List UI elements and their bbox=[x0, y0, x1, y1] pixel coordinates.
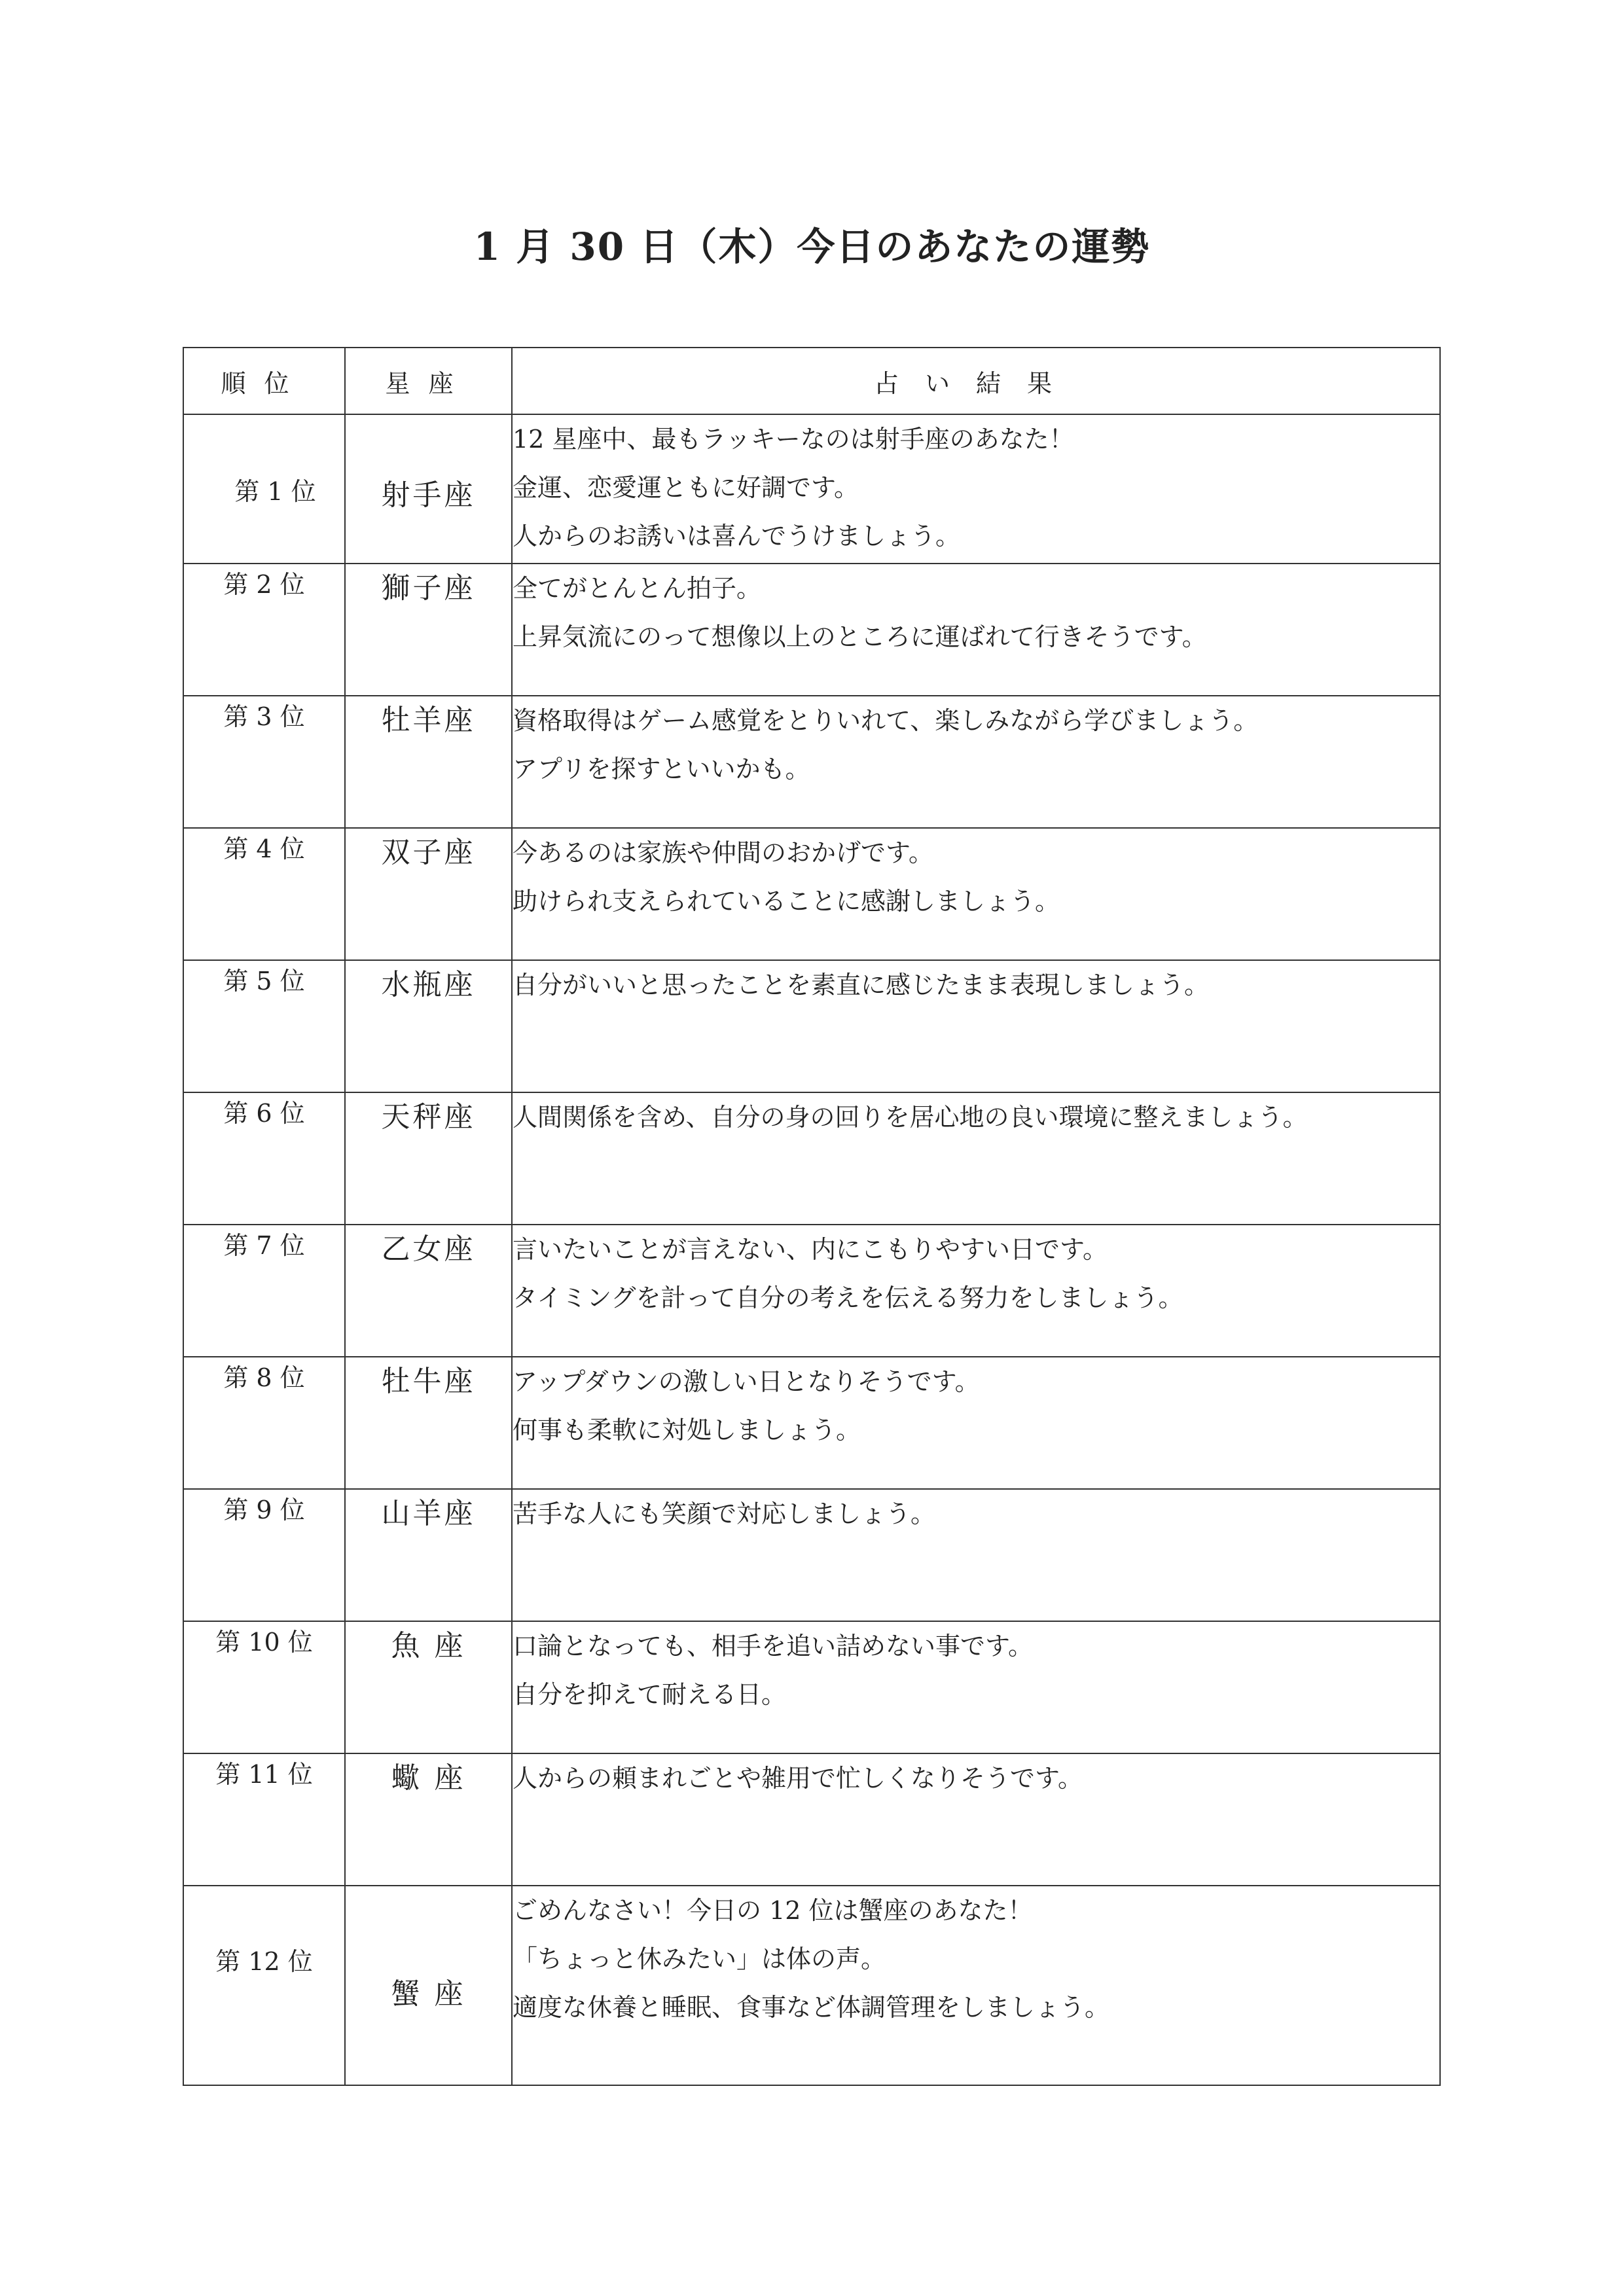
result-cell bbox=[512, 960, 1440, 1092]
rank-cell: 第 1 位 bbox=[183, 414, 345, 564]
table-row bbox=[183, 414, 1440, 564]
result-line: 自分を抑えて耐える日。 bbox=[513, 1680, 787, 1709]
result-line: 言いたいことが言えない、内にこもりやすい日です。 bbox=[513, 1235, 1108, 1264]
sign-cell: 双子座 bbox=[345, 828, 512, 960]
result-line: 助けられ支えられていることに感謝しましょう。 bbox=[513, 887, 1060, 916]
rank-cell: 第 6 位 bbox=[183, 1092, 345, 1225]
result-line: タイミングを計って自分の考えを伝える努力をしましょう。 bbox=[513, 1283, 1183, 1312]
sign-cell: 獅子座 bbox=[345, 564, 512, 696]
result-line: 口論となっても、相手を追い詰めない事です。 bbox=[513, 1632, 1033, 1660]
result-line: 適度な休養と睡眠、食事など体調管理をしましょう。 bbox=[513, 1993, 1110, 2022]
table-row bbox=[183, 696, 1440, 828]
rank-cell: 第 12 位 bbox=[183, 1886, 345, 2085]
result-line: 今あるのは家族や仲間のおかげです。 bbox=[513, 838, 933, 867]
rank-cell: 第 5 位 bbox=[183, 960, 345, 1092]
sign-cell: 天秤座 bbox=[345, 1092, 512, 1225]
result-cell bbox=[512, 696, 1440, 828]
result-line: アップダウンの激しい日となりそうです。 bbox=[513, 1367, 980, 1396]
result-cell bbox=[512, 1753, 1440, 1886]
result-line: 全てがとんとん拍子。 bbox=[513, 574, 762, 603]
rank-cell: 第 11 位 bbox=[183, 1753, 345, 1886]
result-cell bbox=[512, 1092, 1440, 1225]
table-row bbox=[183, 960, 1440, 1092]
table-row bbox=[183, 1886, 1440, 2085]
sign-cell: 牡牛座 bbox=[345, 1357, 512, 1489]
sign-cell: 山羊座 bbox=[345, 1489, 512, 1621]
table-row bbox=[183, 1225, 1440, 1357]
table-row bbox=[183, 1092, 1440, 1225]
table-row bbox=[183, 828, 1440, 960]
result-cell bbox=[512, 1886, 1440, 2085]
result-cell bbox=[512, 414, 1440, 564]
result-line: 金運、恋愛運ともに好調です。 bbox=[513, 473, 859, 502]
rank-cell: 第 3 位 bbox=[183, 696, 345, 828]
result-cell bbox=[512, 1357, 1440, 1489]
result-line: 人からの頼まれごとや雑用で忙しくなりそうです。 bbox=[513, 1764, 1083, 1793]
result-cell bbox=[512, 1225, 1440, 1357]
result-line: ごめんなさい！今日の 12 位は蟹座のあなた！ bbox=[513, 1896, 1033, 1925]
rank-cell: 第 4 位 bbox=[183, 828, 345, 960]
result-line: 資格取得はゲーム感覚をとりいれて、楽しみながら学びましょう。 bbox=[513, 706, 1259, 735]
rank-cell: 第 9 位 bbox=[183, 1489, 345, 1621]
table-row bbox=[183, 564, 1440, 696]
result-line: 人からのお誘いは喜んでうけましょう。 bbox=[513, 522, 961, 550]
sign-cell: 射手座 bbox=[345, 414, 512, 564]
header-result: 占い結果 bbox=[512, 348, 1440, 414]
table-row bbox=[183, 1357, 1440, 1489]
result-line: 自分がいいと思ったことを素直に感じたまま表現しましょう。 bbox=[513, 971, 1210, 999]
result-line: 何事も柔軟に対処しましょう。 bbox=[513, 1416, 861, 1444]
result-cell bbox=[512, 564, 1440, 696]
sign-cell: 蠍 座 bbox=[345, 1753, 512, 1886]
result-line: 人間関係を含め、自分の身の回りを居心地の良い環境に整えましょう。 bbox=[513, 1103, 1308, 1132]
table-header-row bbox=[183, 348, 1440, 414]
result-line: 上昇気流にのって想像以上のところに運ばれて行きそうです。 bbox=[513, 622, 1207, 651]
sign-cell: 水瓶座 bbox=[345, 960, 512, 1092]
rank-cell: 第 10 位 bbox=[183, 1621, 345, 1753]
result-line: 苦手な人にも笑顔で対応しましょう。 bbox=[513, 1499, 936, 1528]
result-cell bbox=[512, 828, 1440, 960]
header-rank: 順位 bbox=[183, 348, 345, 414]
result-cell bbox=[512, 1621, 1440, 1753]
table-row bbox=[183, 1753, 1440, 1886]
sign-cell: 乙女座 bbox=[345, 1225, 512, 1357]
table-row bbox=[183, 1621, 1440, 1753]
fortune-table bbox=[183, 347, 1441, 2086]
header-sign: 星座 bbox=[345, 348, 512, 414]
result-cell bbox=[512, 1489, 1440, 1621]
rank-cell: 第 2 位 bbox=[183, 564, 345, 696]
sign-cell: 蟹 座 bbox=[345, 1886, 512, 2085]
rank-cell: 第 8 位 bbox=[183, 1357, 345, 1489]
sign-cell: 牡羊座 bbox=[345, 696, 512, 828]
result-line: 12 星座中、最もラッキーなのは射手座のあなた！ bbox=[513, 425, 1074, 454]
sign-cell: 魚 座 bbox=[345, 1621, 512, 1753]
page-title: 1 月 30 日（木）今日のあなたの運勢 bbox=[473, 224, 1151, 269]
result-line: 「ちょっと休みたい」は体の声。 bbox=[513, 1945, 886, 1973]
result-line: アプリを探すといいかも。 bbox=[513, 755, 810, 783]
table-row bbox=[183, 1489, 1440, 1621]
rank-cell: 第 7 位 bbox=[183, 1225, 345, 1357]
